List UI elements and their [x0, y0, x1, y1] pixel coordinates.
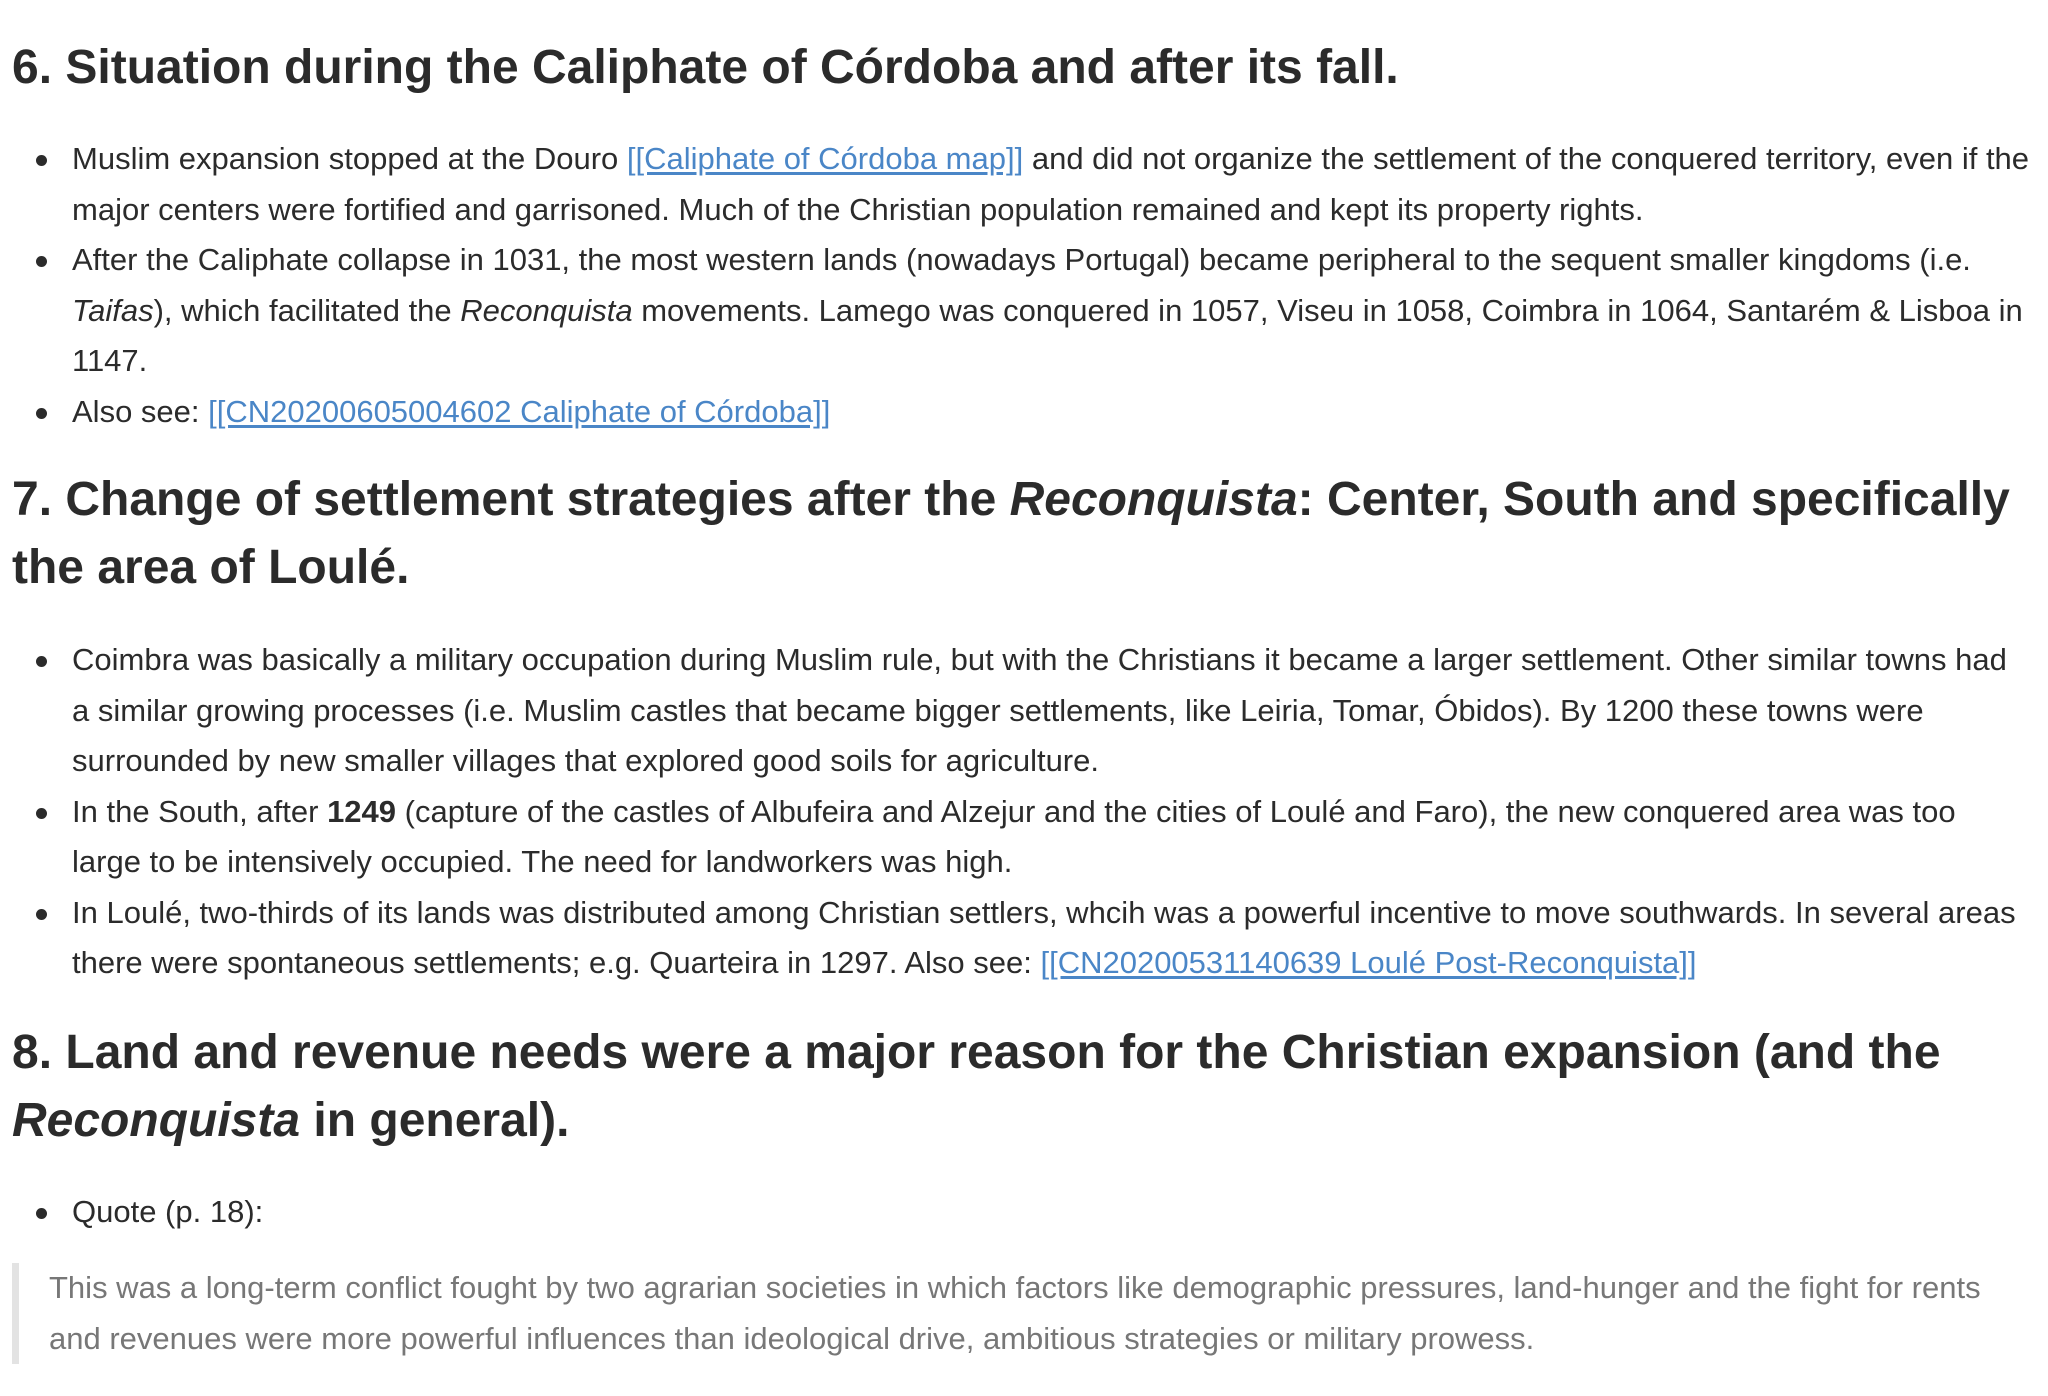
- section-6-heading: 6. Situation during the Caliphate of Córdoba and after its fall.: [12, 41, 1399, 94]
- list-item: After the Caliphate collapse in 1031, the most western lands (nowadays Portugal) became peripheral to the sequent smaller kingdoms (i.e. Taifas), which facilitated the Reconquista movements. Lamego was conquered in 1057, Viseu in 1058, Coimbra in 1064, Santarém & Lisboa in 1147.: [12, 235, 2032, 387]
- section-6-list: [12, 134, 2032, 437]
- list-item: Muslim expansion stopped at the Douro [[Caliphate of Córdoba map]] and did not organize the settlement of the conquered territory, even if the major centers were fortified and garrisoned. Much of the Christian population remained and kept its property rights.: [12, 134, 2032, 235]
- loule-post-reconquista-link[interactable]: [[CN20200531140639 Loulé Post-Reconquista]]: [1040, 945, 1697, 980]
- section-8-heading: 8. Land and revenue needs were a major reason for the Christian expansion (and the Reconquista in general).: [12, 1026, 1941, 1147]
- list-item: Also see: [[CN20200605004602 Caliphate of Córdoba]]: [12, 387, 2032, 438]
- list-item: In the South, after 1249 (capture of the castles of Albufeira and Alzejur and the cities of Loulé and Faro), the new conquered area was too large to be intensively occupied. The need for landworkers was high.: [12, 787, 2032, 888]
- section-8-list: [12, 1187, 2032, 1238]
- caliphate-map-link[interactable]: [[Caliphate of Córdoba map]]: [626, 141, 1024, 176]
- caliphate-note-link[interactable]: [[CN20200605004602 Caliphate of Córdoba]]: [208, 393, 831, 429]
- section-7-heading: 7. Change of settlement strategies after the Reconquista: Center, South and specifically the area of Loulé.: [12, 473, 2010, 594]
- blockquote: This was a long-term conflict fought by two agrarian societies in which factors like demographic pressures, land-hunger and the fight for rents and revenues were more powerful influences than ideological drive, ambitious strategies or military prowess.: [12, 1263, 2020, 1364]
- section-7-list: [12, 635, 2032, 989]
- list-item: In Loulé, two-thirds of its lands was distributed among Christian settlers, whcih was a powerful incentive to move southwards. In several areas there were spontaneous settlements; e.g. Quarteira in 1297. Also see: [[CN20200531140639 Loulé Post-Reconquista]]: [12, 888, 2032, 989]
- list-item: Quote (p. 18):: [12, 1187, 2032, 1238]
- list-item: Coimbra was basically a military occupation during Muslim rule, but with the Christians it became a larger settlement. Other similar towns had a similar growing processes (i.e. Muslim castles that became bigger settlements, like Leiria, Tomar, Óbidos). By 1200 these towns were surrounded by new smaller villages that explored good soils for agriculture.: [12, 635, 2032, 787]
